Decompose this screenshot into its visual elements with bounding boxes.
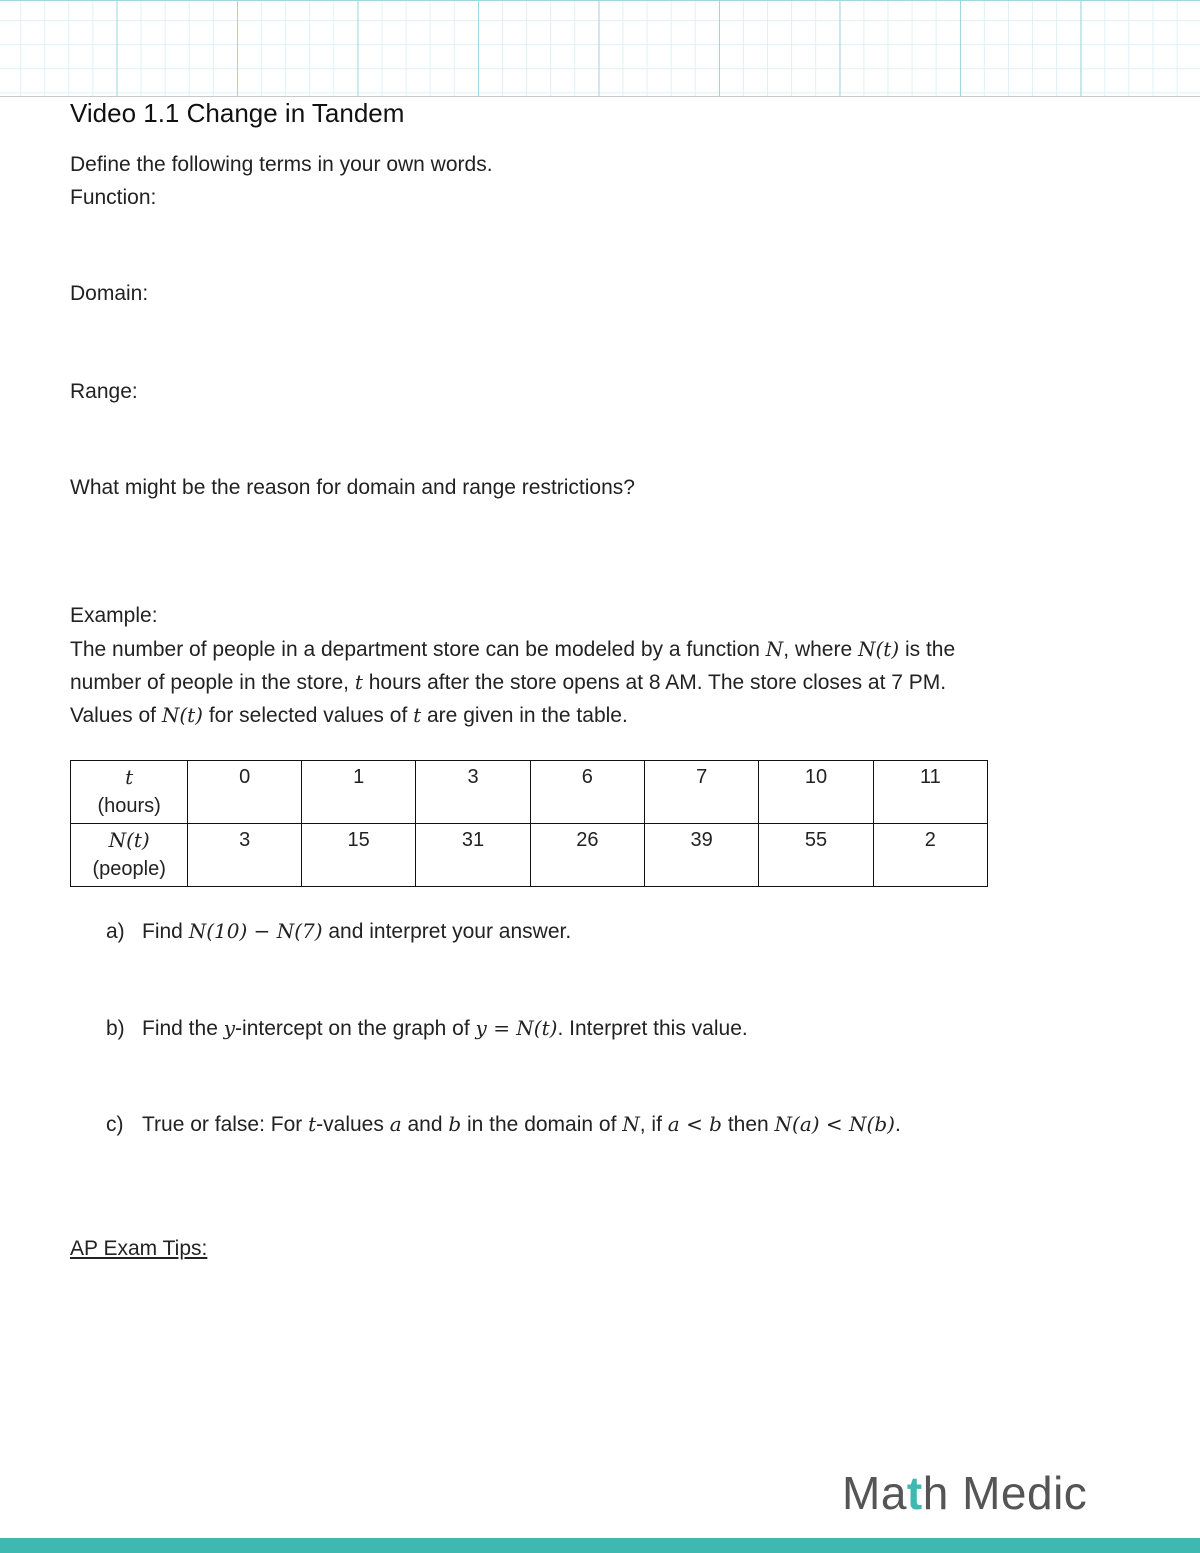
inequality-ab: a < b: [667, 1112, 722, 1136]
graph-equation: y = N(t): [475, 1016, 558, 1040]
table-row-n: [71, 824, 988, 887]
example-line-1: The number of people in a department store can be modeled by a function N, where N(t) is the: [70, 637, 956, 661]
reason-question: What might be the reason for domain and range restrictions?: [70, 476, 635, 499]
question-b: b) Find the y-intercept on the graph of y = N(t). Interpret this value.: [106, 1016, 748, 1040]
instructions-text: Define the following terms in your own words.: [70, 153, 493, 176]
function-label: Function:: [70, 186, 157, 209]
table-cell: 31: [416, 824, 530, 887]
medical-cross-icon: t: [906, 1467, 923, 1519]
table-header-t: t (hours): [71, 761, 188, 824]
table-cell: 2: [873, 824, 987, 887]
question-a: a) Find N(10) − N(7) and interpret your answer.: [106, 919, 572, 943]
table-header-n: N(t) (people): [71, 824, 188, 887]
table-cell: 39: [645, 824, 759, 887]
difference-expression: N(10) − N(7): [188, 919, 323, 943]
table-cell: 7: [645, 761, 759, 824]
page-title: Video 1.1 Change in Tandem: [70, 98, 405, 128]
inequality-Na-Nb: N(a) < N(b): [774, 1112, 895, 1136]
table-cell: 10: [759, 761, 873, 824]
table-cell: 26: [530, 824, 644, 887]
math-medic-logo: Math Medic: [842, 1467, 1088, 1519]
question-c: c) True or false: For t-values a and b in the domain of N, if a < b then N(a) < N(b).: [106, 1112, 901, 1136]
function-expression-Nt: N(t): [857, 637, 900, 661]
function-expression-Nt: N(t): [161, 703, 203, 727]
variable-t: t: [413, 703, 422, 727]
graph-paper-header: [0, 0, 1200, 97]
table-cell: 0: [188, 761, 302, 824]
example-label: Example:: [70, 604, 158, 627]
table-cell: 11: [873, 761, 987, 824]
ap-exam-tips-heading: AP Exam Tips:: [70, 1237, 208, 1260]
example-line-3: Values of N(t) for selected values of t are given in the table.: [70, 703, 628, 727]
table-cell: 55: [759, 824, 873, 887]
domain-label: Domain:: [70, 282, 149, 305]
table-cell: 15: [302, 824, 416, 887]
example-paragraph: [70, 633, 1130, 732]
values-table: [70, 760, 988, 887]
table-cell: 3: [416, 761, 530, 824]
table-cell: 1: [302, 761, 416, 824]
range-label: Range:: [70, 380, 138, 403]
table-cell: 3: [188, 824, 302, 887]
table-cell: 6: [530, 761, 644, 824]
function-name-N: N: [765, 637, 784, 661]
example-line-2: number of people in the store, t hours after the store opens at 8 AM. The store closes at 7 PM.: [70, 670, 947, 694]
footer-accent-bar: [0, 1538, 1200, 1553]
variable-t: t: [354, 670, 363, 694]
table-row-t: [71, 761, 988, 824]
